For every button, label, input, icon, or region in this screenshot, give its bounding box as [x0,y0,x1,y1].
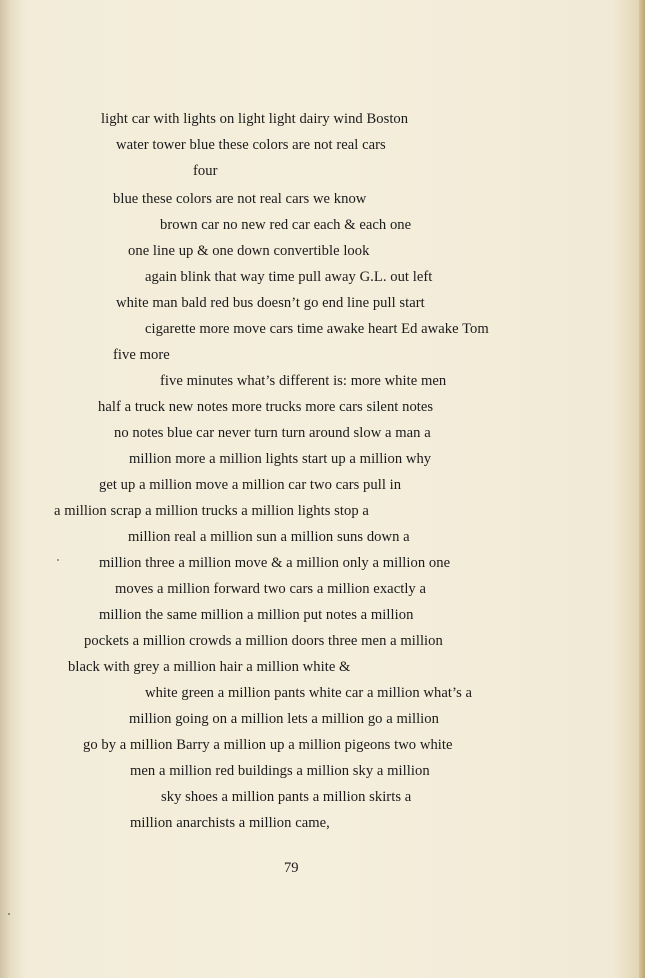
poem-line: again blink that way time pull away G.L. out left [145,269,433,285]
poem-line: half a truck new notes more trucks more cars silent notes [98,399,434,415]
poem-line: cigarette more move cars time awake heart Ed awake Tom [145,321,489,337]
poem-line: four [193,163,218,179]
poem-line: million more a million lights start up a million why [129,451,432,467]
poem-line: moves a million forward two cars a million exactly a [115,581,427,597]
page-gutter-shadow [639,0,645,978]
poem-line: blue these colors are not real cars we know [113,191,367,207]
poem-line: one line up & one down convertible look [128,243,370,259]
paper-speck [57,559,59,561]
poem-line: million going on a million lets a million go a million [129,711,439,727]
paper-speck [8,913,10,915]
poem-line: light car with lights on light light dairy wind Boston [101,111,409,127]
poem-line: million the same million a million put notes a million [99,607,414,623]
poem-line: no notes blue car never turn turn around slow a man a [114,425,431,441]
poem-line: brown car no new red car each & each one [160,217,412,233]
poem-line: sky shoes a million pants a million skirts a [161,789,412,805]
poem-line: go by a million Barry a million up a million pigeons two white [83,737,453,753]
poem-line: men a million red buildings a million sky a million [130,763,430,779]
poem-line: million anarchists a million came, [130,815,330,831]
poem-line: five minutes what’s different is: more white men [160,373,447,389]
poem-line: a million scrap a million trucks a million lights stop a [54,503,369,519]
poem-line: black with grey a million hair a million white & [68,659,351,675]
poem-line: million real a million sun a million suns down a [128,529,410,545]
page-number: 79 [284,860,299,876]
poem-line: get up a million move a million car two cars pull in [99,477,402,493]
poem-line: pockets a million crowds a million doors three men a million [84,633,443,649]
poem-line: million three a million move & a million only a million one [99,555,451,571]
poem-line: water tower blue these colors are not real cars [116,137,386,153]
poem-line: five more [113,347,170,363]
poem-line: white man bald red bus doesn’t go end line pull start [116,295,425,311]
poem-line: white green a million pants white car a million what’s a [145,685,473,701]
